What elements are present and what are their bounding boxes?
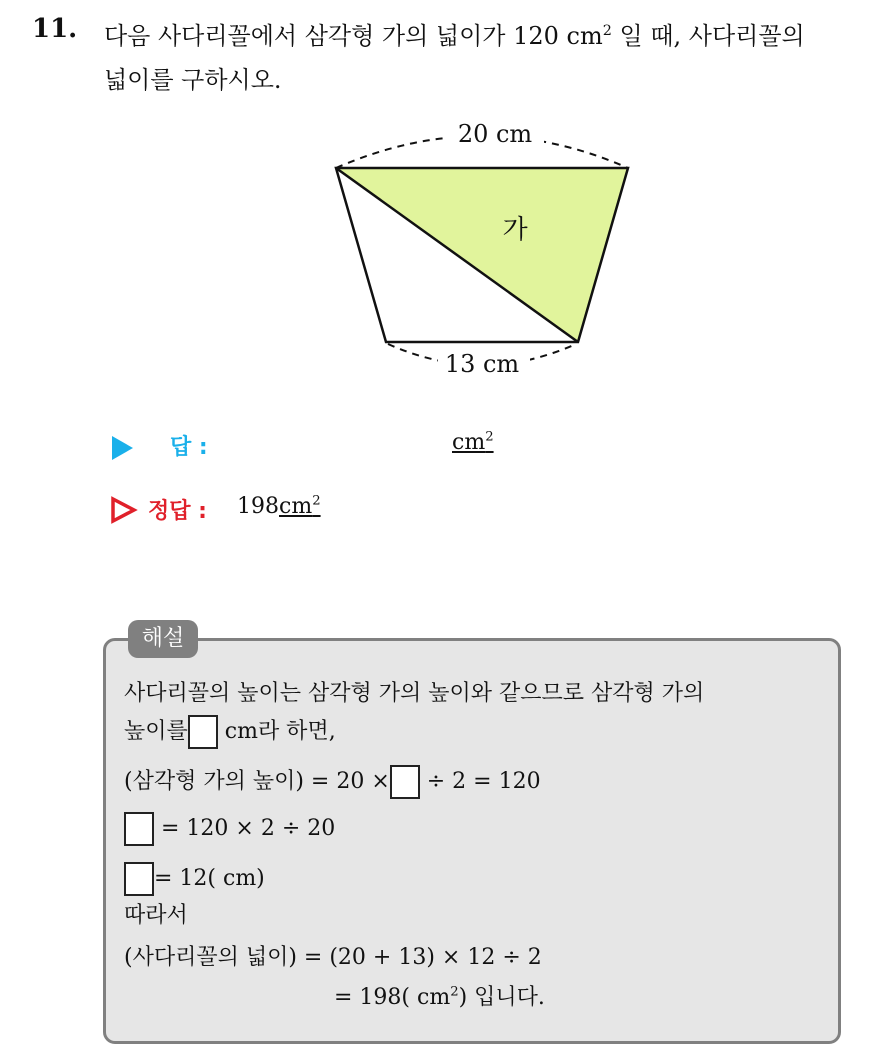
solution-line-2: 높이를 cm라 하면,	[124, 714, 336, 749]
solution-line-5: = 12( cm)	[124, 862, 265, 896]
question-number: 11.	[32, 14, 78, 44]
blank-box	[124, 862, 154, 896]
blank-box	[188, 715, 218, 749]
solution-line-1: 사다리꼴의 높이는 삼각형 가의 높이와 같으므로 삼각형 가의	[124, 681, 705, 706]
correct-answer-play-outline-icon	[110, 496, 138, 524]
correct-answer-value: $198cm^2$	[237, 493, 321, 519]
solution-line-4: = 120 × 2 ÷ 20	[124, 812, 335, 846]
question-line2: 넓이를 구하시오.	[104, 66, 282, 94]
blank-box	[390, 765, 420, 799]
top-length-label: 20 cm	[457, 120, 533, 148]
correct-answer-label: 정답 :	[148, 499, 207, 524]
trapezoid-figure	[300, 110, 660, 400]
region-label: 가	[502, 215, 528, 245]
solution-line-6: 따라서	[124, 903, 188, 928]
solution-line-7: (사다리꼴의 넓이) = (20 + 13) × 12 ÷ 2	[124, 945, 542, 970]
answer-input[interactable]: $cm^2$	[452, 429, 494, 455]
solution-tab: 해설	[128, 620, 198, 658]
bottom-length-label: 13 cm	[444, 350, 520, 378]
question-text	[104, 14, 864, 102]
question-line1: 다음 사다리꼴에서 삼각형 가의 넓이가 120 $cm^2$ 일 때, 사다리꼴의	[104, 22, 805, 50]
blank-box	[124, 812, 154, 846]
solution-line-8: = 198( $cm^2$) 입니다.	[334, 984, 545, 1010]
answer-play-icon	[112, 436, 133, 460]
answer-label: 답 :	[170, 435, 208, 460]
solution-line-3: (삼각형 가의 높이) = 20 × ÷ 2 = 120	[124, 764, 541, 799]
